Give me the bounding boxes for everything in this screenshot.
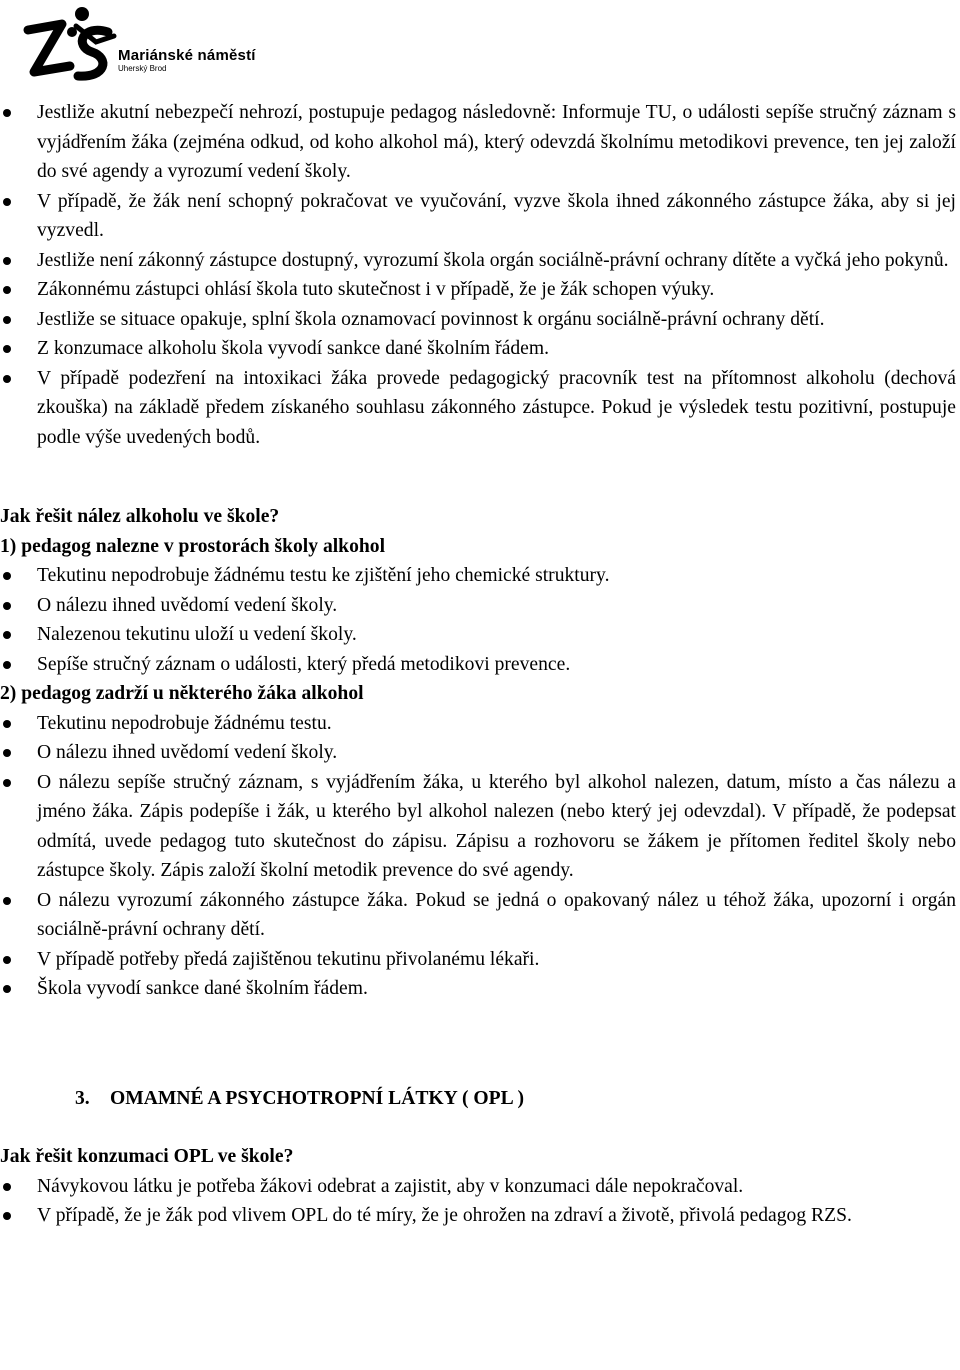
document-body bbox=[0, 98, 960, 1231]
teacher-confiscates-list bbox=[0, 709, 960, 1004]
list-item: Z konzumace alkoholu škola vyvodí sankce dané školním řádem. bbox=[0, 334, 960, 364]
list-item: Jestliže akutní nebezpečí nehrozí, postupuje pedagog následovně: Informuje TU, o události sepíše stručný záznam s vyjádřením žáka (zejména odkud, od koho alkohol má), který odevzdá školnímu metodikovi prevence, ten jej založí do své agendy a vyrozumí vedení školy. bbox=[0, 98, 960, 187]
section-heading: OMAMNÉ A PSYCHOTROPNÍ LÁTKY ( OPL ) bbox=[110, 1087, 525, 1109]
list-item: Škola vyvodí sankce dané školním řádem. bbox=[0, 974, 960, 1004]
list-item: Návykovou látku je potřeba žákovi odebrat a zajistit, aby v konzumaci dále nepokračoval. bbox=[0, 1172, 960, 1202]
list-item: O nálezu ihned uvědomí vedení školy. bbox=[0, 591, 960, 621]
list-item: V případě, že žák není schopný pokračovat ve vyučování, vyzve škola ihned zákonného zástupce žáka, aby si jej vyzvedl. bbox=[0, 187, 960, 246]
list-item: Sepíše stručný záznam o události, který předá metodikovi prevence. bbox=[0, 650, 960, 680]
subheading-teacher-confiscates: 2) pedagog zadrží u některého žáka alkohol bbox=[0, 683, 364, 704]
list-item: Jestliže není zákonný zástupce dostupný, vyrozumí škola orgán sociálně-právní ochrany dítěte a vyčká jeho pokynů. bbox=[0, 246, 960, 276]
logo-subtitle: Uherský Brod bbox=[118, 64, 167, 73]
list-item: V případě podezření na intoxikaci žáka provede pedagogický pracovník test na přítomnost alkoholu (dechová zkouška) na základě předem získaného souhlasu zákonného zástupce. Pokud je výsledek testu pozitivní, postupuje podle výše uvedených bodů. bbox=[0, 364, 960, 453]
heading-opl: Jak řešit konzumaci OPL ve škole? bbox=[0, 1146, 294, 1167]
section-number: 3. bbox=[75, 1087, 90, 1109]
list-item: Tekutinu nepodrobuje žádnému testu. bbox=[0, 709, 960, 739]
logo-figures-icon bbox=[22, 2, 122, 84]
school-logo bbox=[22, 2, 256, 84]
list-item: V případě, že je žák pod vlivem OPL do té míry, že je ohrožen na zdraví a životě, přivolá pedagog RZS. bbox=[0, 1201, 960, 1231]
opl-list bbox=[0, 1172, 960, 1231]
alcohol-procedure-list bbox=[0, 98, 960, 452]
list-item: Zákonnému zástupci ohlásí škola tuto skutečnost i v případě, že je žák schopen výuky. bbox=[0, 275, 960, 305]
list-item: Jestliže se situace opakuje, splní škola oznamovací povinnost k orgánu sociálně-právní ochrany dětí. bbox=[0, 305, 960, 335]
heading-alcohol-found: Jak řešit nález alkoholu ve škole? bbox=[0, 506, 280, 527]
teacher-finds-list bbox=[0, 561, 960, 679]
list-item: O nálezu vyrozumí zákonného zástupce žáka. Pokud se jedná o opakovaný nález u téhož žáka, upozorní i orgán sociálně-právní ochrany dětí. bbox=[0, 886, 960, 945]
logo-name: Mariánské náměstí bbox=[118, 47, 256, 64]
section-title bbox=[0, 1084, 960, 1114]
list-item: Nalezenou tekutinu uloží u vedení školy. bbox=[0, 620, 960, 650]
subheading-teacher-finds: 1) pedagog nalezne v prostorách školy alkohol bbox=[0, 535, 386, 557]
list-item: O nálezu ihned uvědomí vedení školy. bbox=[0, 738, 960, 768]
list-item: Tekutinu nepodrobuje žádnému testu ke zjištění jeho chemické struktury. bbox=[0, 561, 960, 591]
list-item: V případě potřeby předá zajištěnou tekutinu přivolanému lékaři. bbox=[0, 945, 960, 975]
list-item: O nálezu sepíše stručný záznam, s vyjádřením žáka, u kterého byl alkohol nalezen, datum, místo a čas nálezu a jméno žáka. Zápis podepíše i žák, u kterého byl alkohol nalezen (nebo který jej odevzdal). V případě, že podepsat odmítá, uvede pedagog tuto skutečnost do zápisu. Zápisu a rozhovoru se žákem je přítomen ředitel školy nebo zástupce školy. Zápis založí školní metodik prevence do své agendy. bbox=[0, 768, 960, 886]
